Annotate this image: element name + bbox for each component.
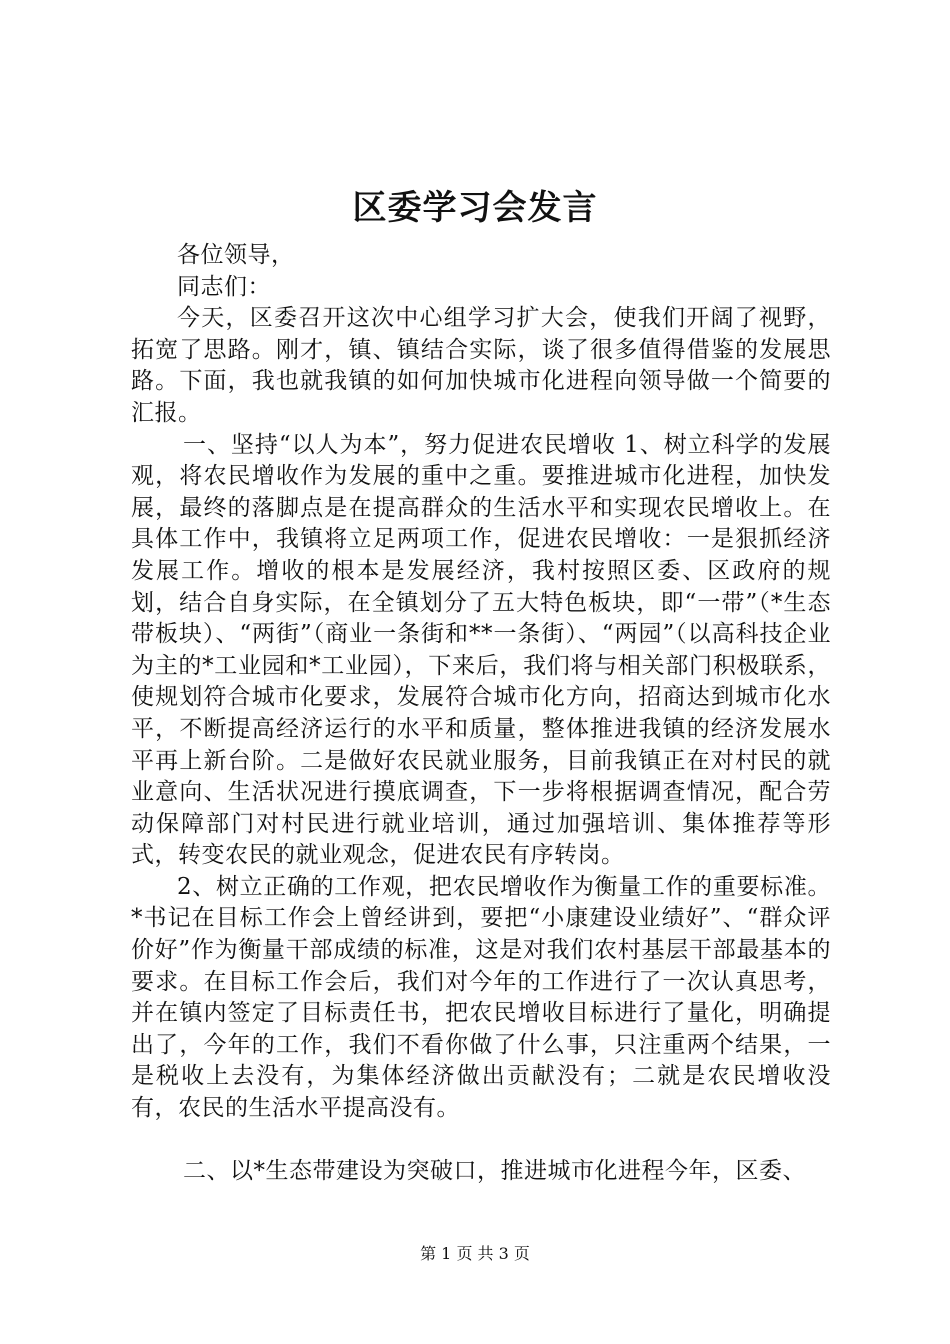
document-body [131, 240, 831, 1187]
paragraph-section-two: 二、以*生态带建设为突破口，推进城市化进程今年，区委、 [183, 1157, 806, 1184]
paragraph-section-one-point-two: 2、树立正确的工作观，把农民增收作为衡量工作的重要标准。*书记在目标工作会上曾经讲到，要把“小康建设业绩好”、“群众评价好”作为衡量干部成绩的标准，这是对我们农村基层干部最基本的要求。在目标工作会后，我们对今年的工作进行了一次认真思考，并在镇内签定了目标责任书，把农民增收目标进行了量化，明确提出了，今年的工作，我们不看你做了什么事，只注重两个结果，一是税收上去没有，为集体经济做出贡献没有；二就是农民增收没有，农民的生活水平提高没有。 [131, 873, 831, 1122]
page-footer: 第 1 页 共 3 页 [420, 1244, 530, 1263]
paragraph-gap [131, 1125, 831, 1156]
paragraph-intro: 今天，区委召开这次中心组学习扩大会，使我们开阔了视野，拓宽了思路。刚才，镇、镇结合实际，谈了很多值得借鉴的发展思路。下面，我也就我镇的如何加快城市化进程向领导做一个简要的汇报。 [131, 305, 831, 426]
salutation-leaders: 各位领导， [177, 242, 295, 268]
salutation-comrades: 同志们： [177, 273, 271, 300]
paragraph-section-one: 一、坚持“以人为本”，努力促进农民增收 1、树立科学的发展观，将农民增收作为发展的重中之重。要推进城市化进程，加快发展，最终的落脚点是在提高群众的生活水平和实现农民增收上。在具体工作中，我镇将立足两项工作，促进农民增收：一是狠抓经济发展工作。增收的根本是发展经济，我村按照区委、区政府的规划，结合自身实际，在全镇划分了五大特色板块，即“一带”（*生态带板块）、“两街”（商业一条街和**一条街）、“两园”（以高科技企业为主的*工业园和*工业园），下来后，我们将与相关部门积极联系，使规划符合城市化要求，发展符合城市化方向，招商达到城市化水平，不断提高经济运行的水平和质量，整体推进我镇的经济发展水平再上新台阶。二是做好农民就业服务，目前我镇正在对村民的就业意向、生活状况进行摸底调查，下一步将根据调查情况，配合劳动保障部门对村民进行就业培训，通过加强培训、集体推荐等形式，转变农民的就业观念，促进农民有序转岗。 [131, 431, 831, 869]
document-title: 区委学习会发言 [352, 188, 598, 228]
